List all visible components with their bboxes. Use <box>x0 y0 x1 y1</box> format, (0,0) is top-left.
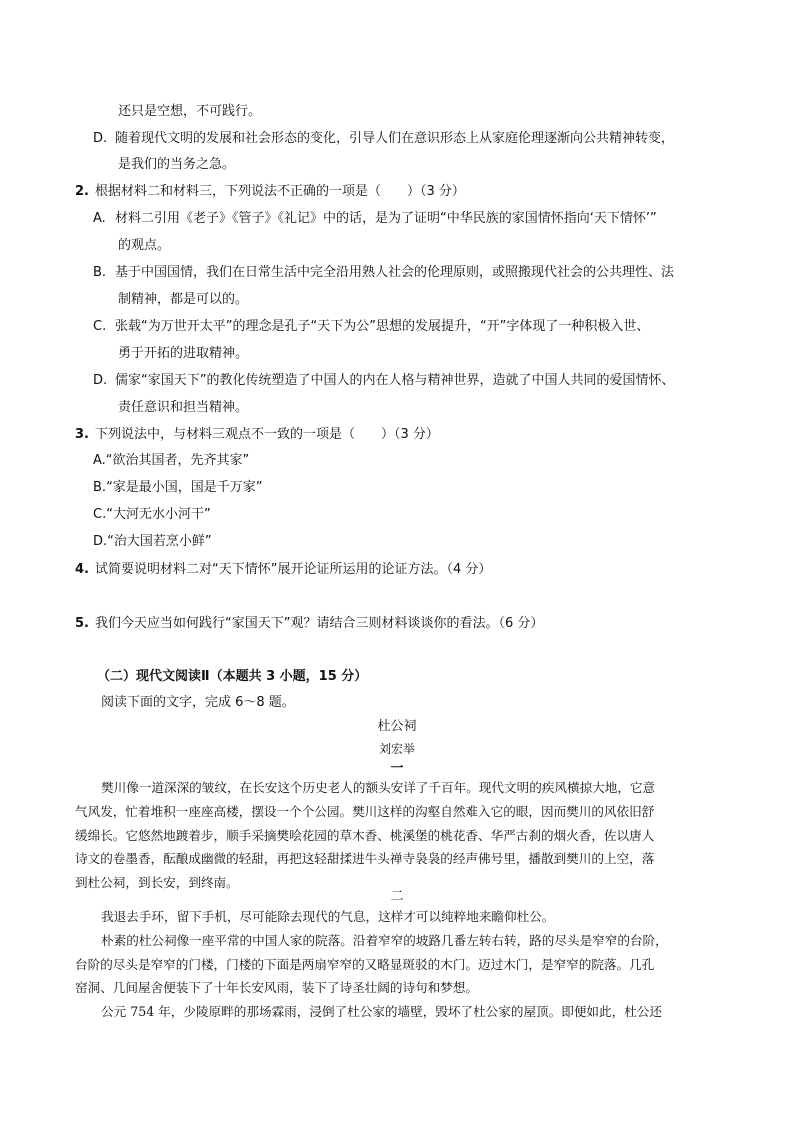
part-marker-1: 一 <box>390 761 404 776</box>
paragraph-line: 缓绵长。它悠然地踱着步，顺手采摘樊哙花园的草木香、桃溪堡的桃花香、华严古刹的烟火香，佐以唐人 <box>75 828 655 843</box>
paragraph-line: 气风发，忙着堆积一座座高楼，摆设一个个公园。樊川这样的沟壑自然难入它的眼，因而樊川的风依旧舒 <box>75 804 655 819</box>
q3-option-c <box>93 507 211 523</box>
option-text: 随着现代文明的发展和社会形态的变化，引导人们在意识形态上从家庭伦理逐渐向公共精神转变， <box>115 131 675 146</box>
q2-option-b <box>93 265 674 281</box>
option-text: 基于中国国情，我们在日常生活中完全沿用熟人社会的伦理原则，或照搬现代社会的公共理性、法 <box>115 265 675 280</box>
question-stem: 根据材料二和材料三，下列说法不正确的一项是（ ）（3 分） <box>95 184 465 199</box>
paragraph-line: 到杜公祠，到长安，到终南。 <box>75 875 239 890</box>
q2-option-d-line2: 责任意识和担当精神。 <box>118 400 249 415</box>
paragraph-line: 诗文的卷墨香，酝酿成幽微的轻甜，再把这轻甜揉进牛头禅寺袅袅的经声佛号里，播散到樊川的上空，落 <box>75 851 655 866</box>
option-text: “治大国若烹小鲜” <box>107 534 212 549</box>
option-text: 儒家“家国天下”的教化传统塑造了中国人的内在人格与精神世界，造就了中国人共同的爱国情怀、 <box>115 373 675 388</box>
option-label: A. <box>93 211 106 226</box>
article-author: 刘宏举 <box>378 742 415 756</box>
question-4 <box>75 562 491 578</box>
option-text: “大河无水小河干” <box>106 507 211 522</box>
paragraph-line: 公元 754 年，少陵原畔的那场霖雨，浸倒了杜公家的墙壁，毁坏了杜公家的屋顶。即便如此，杜公还 <box>101 1004 662 1019</box>
q3-option-d <box>93 534 212 550</box>
question-stem: 我们今天应当如何践行“家国天下”观？请结合三则材料谈谈你的看法。（6 分） <box>95 616 544 631</box>
option-text: 张载“为万世开太平”的理念是孔子“天下为公”思想的发展提升，“开”字体现了一种积极入世、 <box>115 319 650 334</box>
option-text: 材料二引用《老子》《管子》《礼记》中的话，是为了证明“中华民族的家国情怀指向‘天下情怀’” <box>115 211 657 226</box>
q2-option-b-line2: 制精神，都是可以的。 <box>118 292 249 307</box>
option-text: “欲治其国者，先齐其家” <box>105 453 250 468</box>
question-number: 5. <box>75 616 89 631</box>
paragraph-line: 我退去手环，留下手机，尽可能除去现代的气息，这样才可以纯粹地来瞻仰杜公。 <box>101 909 555 924</box>
question-stem: 下列说法中，与材料三观点不一致的一项是（ ）（3 分） <box>95 427 439 442</box>
section-heading: （二）现代文阅读Ⅱ（本题共 3 小题，15 分） <box>97 669 368 684</box>
question-number: 3. <box>75 427 89 442</box>
paragraph-line: 窑洞、几间屋舍便装下了十年长安风雨，装下了诗圣壮阔的诗句和梦想。 <box>75 980 478 995</box>
paragraph-line: 樊川像一道深深的皱纹，在长安这个历史老人的额头安详了千百年。现代文明的疾风横掠大地，它意 <box>101 780 656 795</box>
question-stem: 试简要说明材料二对“天下情怀”展开论证所运用的论证方法。（4 分） <box>95 562 492 577</box>
question-5 <box>75 616 543 632</box>
paragraph-line: 朴素的杜公祠像一座平常的中国人家的院落。沿着窄窄的坡路几番左转右转，路的尽头是窄窄的台阶， <box>101 933 668 948</box>
q3-option-a <box>93 453 249 469</box>
question-3 <box>75 427 439 443</box>
q1-option-d-line2: 是我们的当务之急。 <box>118 157 236 172</box>
q2-option-a-line2: 的观点。 <box>118 238 171 253</box>
option-label: C. <box>93 507 107 522</box>
question-number: 4. <box>75 562 89 577</box>
q2-option-c <box>93 319 649 335</box>
question-number: 2. <box>75 184 89 199</box>
article-title: 杜公祠 <box>377 719 417 734</box>
option-label: D. <box>93 534 108 549</box>
q2-option-d <box>93 373 674 389</box>
option-label: B. <box>93 265 107 280</box>
option-label: D. <box>93 373 108 388</box>
q2-option-a <box>93 211 657 227</box>
part-marker-2: 二 <box>390 889 404 904</box>
q1-option-c-continuation: 还只是空想，不可践行。 <box>118 104 262 119</box>
q2-option-c-line2: 勇于开拓的进取精神。 <box>118 346 249 361</box>
q3-option-b <box>93 480 263 496</box>
option-label: B. <box>93 480 107 495</box>
question-2 <box>75 184 465 200</box>
option-label: A. <box>93 453 106 468</box>
section-instruction: 阅读下面的文字，完成 6～8 题。 <box>101 695 295 710</box>
q1-option-d <box>93 131 674 147</box>
paragraph-line: 台阶的尽头是窄窄的门楼，门楼的下面是两扇窄窄的又略显斑驳的木门。迈过木门，是窄窄的院落。几孔 <box>75 957 655 972</box>
option-label: D. <box>93 131 108 146</box>
option-text: “家是最小国，国是千万家” <box>106 480 263 495</box>
option-label: C. <box>93 319 107 334</box>
